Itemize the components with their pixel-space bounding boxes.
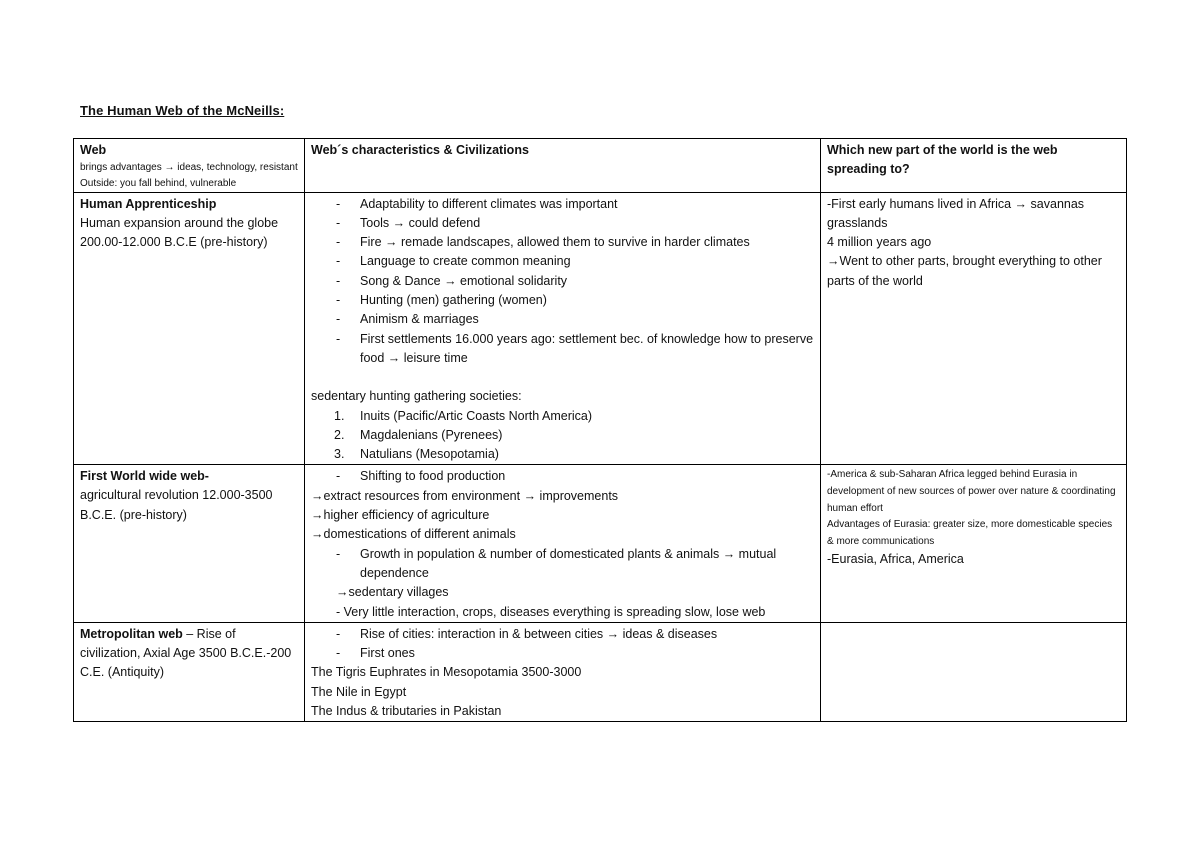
web-description: – Rise of civilization, Axial Age 3500 B.C.E.-200 C.E. (Antiquity) [80, 626, 292, 680]
societies-list [311, 407, 814, 465]
societies-subheading: sedentary hunting gathering societies: [311, 389, 522, 404]
spread-line: 4 million years ago [827, 235, 932, 250]
characteristics-cell [305, 622, 821, 721]
table-row [74, 622, 1127, 721]
spread-line: -Eurasia, Africa, America [827, 552, 964, 567]
river-line: The Indus & tributaries in Pakistan [311, 704, 502, 719]
list-item-text: Natulians (Mesopotamia) [360, 447, 499, 462]
table-row [74, 192, 1127, 465]
header-web-heading: Web [80, 143, 107, 157]
web-name-cell [74, 622, 305, 721]
list-item: - First ones [311, 644, 814, 663]
spread-line: -America & sub-Saharan Africa legged behind Eurasia in development of new sources of power over nature & coordinating human effort [827, 469, 1116, 514]
header-web-line: brings advantages → ideas, technology, resistant [80, 162, 298, 173]
header-spread-heading: Which new part of the world is the web spreading to? [827, 143, 1058, 176]
web-name: Human Apprenticeship [80, 196, 217, 211]
characteristics-list [311, 545, 814, 584]
header-characteristics-heading: Web´s characteristics & Civilizations [311, 143, 529, 157]
list-item: - Growth in population & number of domesticated plants & animals → mutual dependence [311, 545, 814, 584]
spread-cell [821, 192, 1127, 465]
arrow-line: →domestications of different animals [311, 527, 516, 542]
list-item: - Rise of cities: interaction in & between cities → ideas & diseases [311, 625, 814, 644]
list-item: - Adaptability to different climates was important [311, 195, 814, 214]
list-item-text: Magdalenians (Pyrenees) [360, 427, 503, 442]
characteristics-cell [305, 192, 821, 465]
spread-line: Advantages of Eurasia: greater size, more domesticable species & more communications [827, 519, 1113, 547]
list-marker: 2. [334, 427, 345, 442]
indented-line: →sedentary villages [336, 585, 449, 600]
web-description: agricultural revolution 12.000-3500 B.C.E. (pre-history) [80, 488, 273, 522]
human-web-table [73, 138, 1127, 722]
web-name-cell [74, 465, 305, 622]
spread-cell [821, 622, 1127, 721]
characteristics-list [311, 195, 814, 369]
list-item [311, 407, 814, 426]
river-line: The Tigris Euphrates in Mesopotamia 3500-3000 [311, 665, 582, 680]
list-item-text: Inuits (Pacific/Artic Coasts North America) [360, 408, 593, 423]
list-item [311, 426, 814, 445]
header-web-cell [74, 139, 305, 193]
list-item: - First settlements 16.000 years ago: settlement bec. of knowledge how to preserve food → leisure time [311, 330, 814, 369]
list-item: - Hunting (men) gathering (women) [311, 291, 814, 310]
list-item: - Language to create common meaning [311, 252, 814, 271]
arrow-line: →higher efficiency of agriculture [311, 508, 490, 523]
web-name: Metropolitan web [80, 626, 183, 641]
list-item: - Fire → remade landscapes, allowed them to survive in harder climates [311, 233, 814, 252]
list-marker: 3. [334, 447, 345, 462]
header-web-line: Outside: you fall behind, vulnerable [80, 177, 237, 189]
characteristics-cell [305, 465, 821, 622]
spread-line: -First early humans lived in Africa → savannas grasslands [827, 196, 1085, 230]
header-characteristics-cell [305, 139, 821, 193]
web-description: Human expansion around the globe 200.00-12.000 B.C.E (pre-history) [80, 215, 279, 249]
spread-cell [821, 465, 1127, 622]
list-item: - Tools → could defend [311, 214, 814, 233]
web-name: First World wide web- [80, 469, 209, 484]
web-name-cell [74, 192, 305, 465]
list-marker: 1. [334, 408, 345, 423]
characteristics-list [311, 467, 814, 486]
web-name-description [80, 625, 298, 683]
spread-line: →Went to other parts, brought everything to other parts of the world [827, 254, 1102, 288]
list-item: - Song & Dance → emotional solidarity [311, 272, 814, 291]
list-item: - Shifting to food production [311, 467, 814, 486]
river-line: The Nile in Egypt [311, 684, 407, 699]
table-row [74, 465, 1127, 622]
page-title: The Human Web of the McNeills: [80, 103, 285, 118]
list-item: - Animism & marriages [311, 310, 814, 329]
arrow-line: →extract resources from environment → improvements [311, 488, 619, 503]
characteristics-list [311, 625, 814, 664]
header-row [74, 139, 1127, 193]
header-spread-cell [821, 139, 1127, 193]
indented-line: - Very little interaction, crops, diseases everything is spreading slow, lose web [336, 604, 766, 619]
list-item [311, 445, 814, 464]
